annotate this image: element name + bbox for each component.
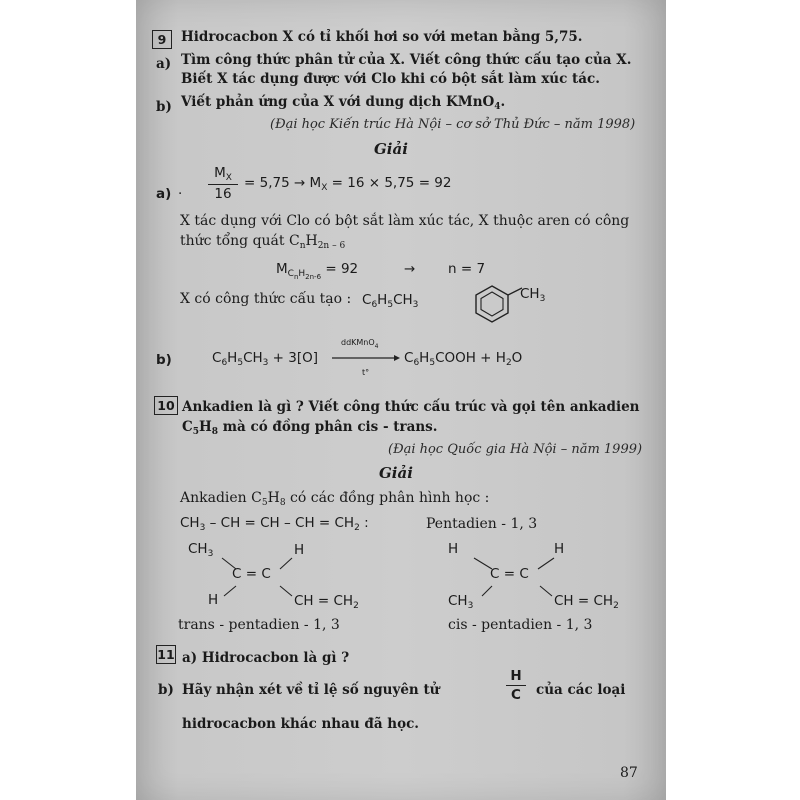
q9-b-label: b) — [156, 99, 172, 115]
reaction-left-side: $C_6H_5CH_3 + 3[O]$ — [212, 350, 319, 368]
trans-top-left: $CH_3$ — [188, 541, 214, 559]
cis-name: cis - pentadien - 1, 3 — [448, 617, 593, 633]
sol-a-label: a) — [156, 186, 172, 202]
q11-a-text: a) Hidrocacbon là gì ? — [182, 650, 350, 666]
fraction-denominator: 16 — [214, 186, 232, 202]
cis-center: C = C — [490, 566, 529, 582]
reagent-bottom: t° — [362, 368, 370, 377]
molar-mass-equation: $M_{C_nH_{2n-6}} = 92$ — [276, 261, 359, 281]
reagent-top: ddKMnO$_4$ — [341, 338, 379, 350]
mx-over-16-fraction — [208, 165, 238, 202]
structure-text: X có công thức cấu tạo : — [180, 291, 352, 307]
q10-source: (Đại học Quốc gia Hà Nội – năm 1999) — [388, 442, 643, 457]
toluene-formula: $C_6H_5CH_3$ — [362, 292, 419, 310]
sol-b-label: b) — [156, 352, 172, 368]
question-11-number: 11 — [157, 647, 175, 662]
molar-arrow: → — [404, 261, 416, 277]
question-9-number: 9 — [152, 30, 172, 49]
pentadiene-name: Pentadien - 1, 3 — [426, 516, 538, 532]
q9-a-text-line2: Biết X tác dụng được với Clo khi có bột sắt làm xúc tác. — [181, 71, 600, 87]
sol-a-equation: = $5,75 \to M_X = 16 \times 5,75 = 92$ — [244, 175, 452, 193]
sol-a-dot: . — [178, 182, 183, 198]
methyl-label: $CH_3$ — [520, 286, 546, 304]
cis-top-right: H — [554, 541, 565, 557]
trans-bottom-left: H — [208, 592, 219, 608]
book-page — [136, 0, 666, 800]
trans-name: trans - pentadien - 1, 3 — [178, 617, 340, 633]
sol-text-line1: X tác dụng với Clo có bột sắt làm xúc tác, X thuộc aren có công — [180, 213, 630, 229]
q11-b-text-line1: Hãy nhận xét về tỉ lệ số nguyên tử — [182, 682, 440, 698]
trans-top-right: H — [294, 542, 305, 558]
cis-top-left: H — [448, 541, 459, 557]
hc-fraction-bar — [506, 685, 526, 686]
page-number: 87 — [620, 765, 638, 781]
fraction-numerator: $M_X$ — [214, 165, 232, 183]
reaction-arrow — [332, 352, 400, 364]
question-10-title-line1: Ankadien là gì ? Viết công thức cấu trúc và gọi tên ankadien — [182, 399, 640, 415]
q9-source: (Đại học Kiến trúc Hà Nội – cơ sở Thủ Đức – năm 1998) — [270, 117, 636, 132]
trans-center: C = C — [232, 566, 271, 582]
n-equals-7: n = 7 — [448, 261, 486, 277]
benzene-ring-inner — [481, 292, 503, 316]
cis-bottom-left: $CH_3$ — [448, 593, 474, 611]
question-10-title-line2: $C_5H_8$ mà có đồng phân cis - trans. — [182, 419, 438, 437]
q9-b-text: Viết phản ứng của X với dung dịch KMnO$_4$. — [181, 94, 506, 112]
sol-text-line2: thức tổng quát $C_nH_{2n - 6}$ — [180, 233, 346, 251]
q9-a-text-line1: Tìm công thức phân tử của X. Viết công thức cấu tạo của X. — [181, 52, 632, 68]
fraction-bar — [208, 184, 238, 185]
q11-b-label: b) — [158, 682, 174, 698]
reaction-right-side: $C_6H_5COOH + H_2O$ — [404, 350, 523, 368]
hc-numerator: H — [510, 668, 522, 684]
q11-b-text-line2: hidrocacbon khác nhau đã học. — [182, 716, 420, 732]
question-10-number: 10 — [154, 396, 178, 415]
q9-a-label: a) — [156, 56, 172, 72]
q10-solution-title: Giải — [379, 464, 413, 482]
q11-b-text-line1-end: của các loại — [536, 682, 626, 698]
h-over-c-fraction — [506, 668, 526, 703]
trans-bottom-right: CH = $CH_2$ — [294, 593, 359, 611]
pentadiene-formula: $CH_3$ – CH = CH – CH = $CH_2$ : — [180, 515, 369, 533]
q9-solution-title: Giải — [374, 140, 408, 158]
cis-bottom-right: CH = $CH_2$ — [554, 593, 619, 611]
q10-line1: Ankadien $C_5H_8$ có các đồng phân hình học : — [180, 490, 490, 508]
question-9-title: Hidrocacbon X có tỉ khối hơi so với metan bằng 5,75. — [181, 29, 583, 45]
hc-denominator: C — [511, 687, 521, 703]
